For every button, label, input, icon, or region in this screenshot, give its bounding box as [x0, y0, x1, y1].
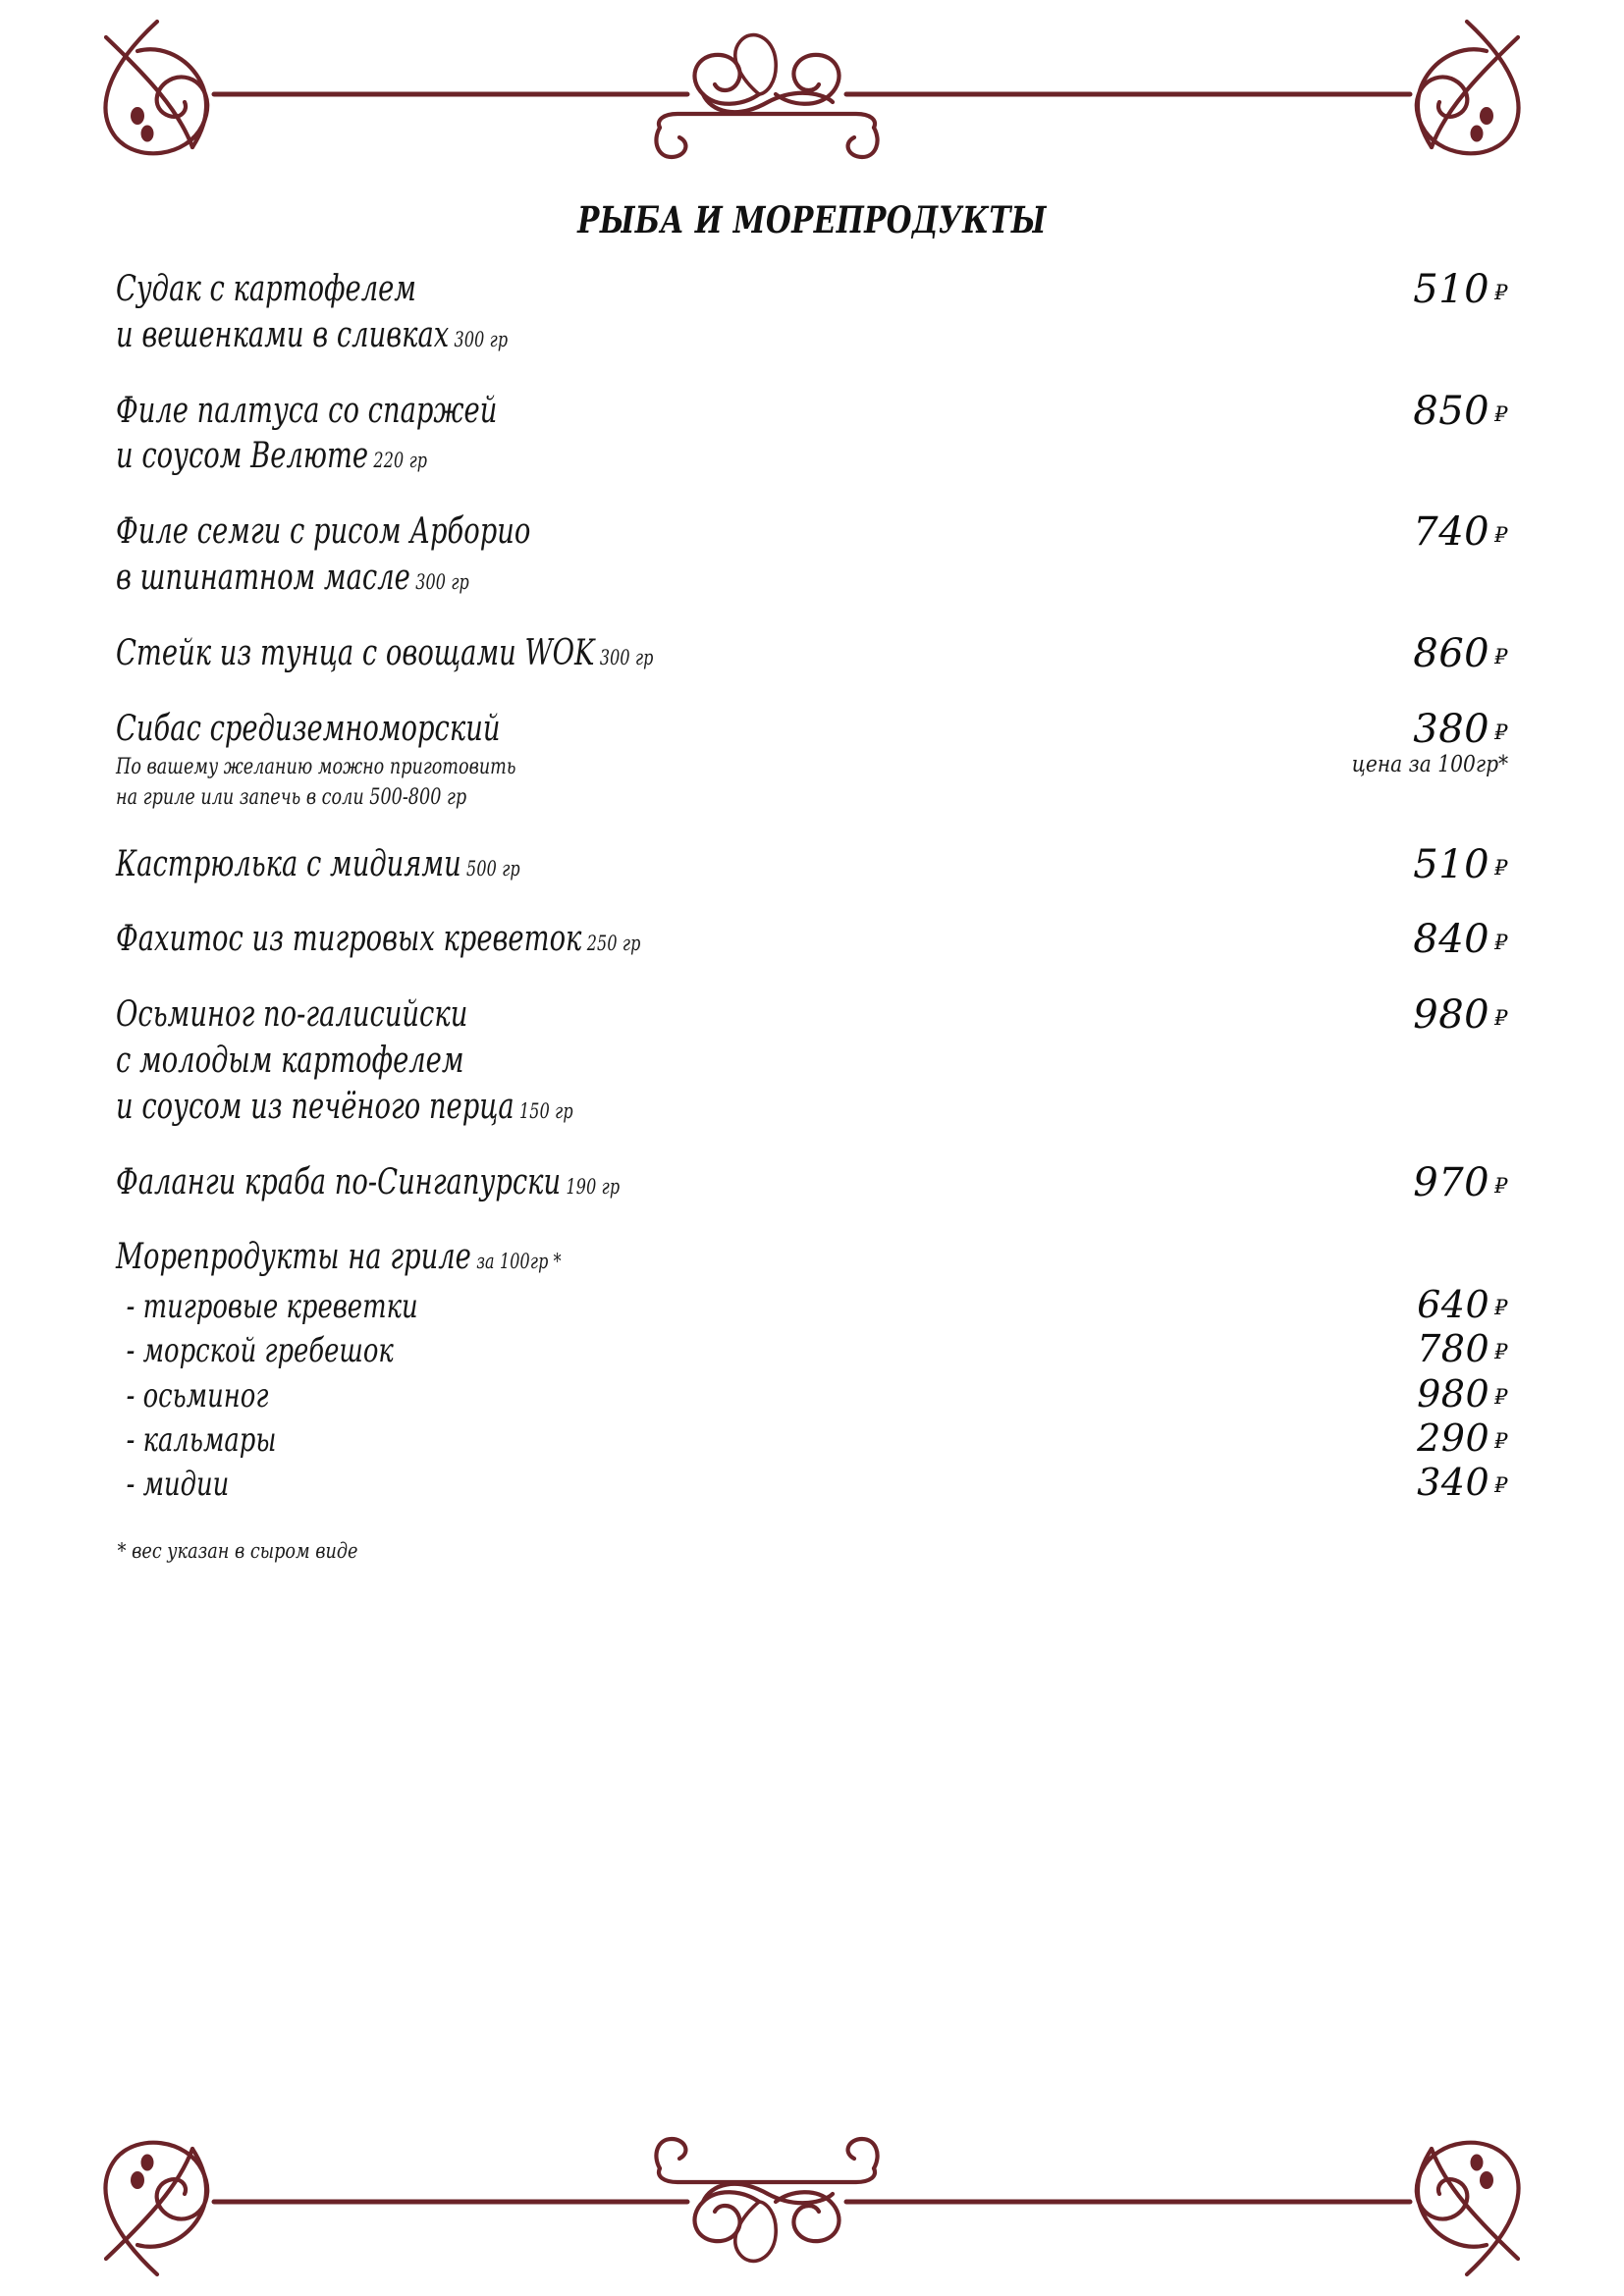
currency-symbol: ₽	[1494, 644, 1508, 668]
menu-item	[116, 509, 1508, 602]
menu-item-price-block	[1413, 389, 1508, 432]
price-note: цена за 100гр*	[1351, 751, 1508, 777]
bottom-ornament-graphic	[0, 2109, 1624, 2296]
dish-line	[116, 1085, 1084, 1131]
dish-price	[1413, 917, 1508, 963]
currency-symbol: ₽	[1494, 720, 1508, 744]
menu-item-description	[116, 509, 1413, 602]
dish-line-text: и соусом Велюте	[116, 436, 369, 477]
dish-price	[1413, 509, 1508, 556]
dish-price	[1413, 1159, 1508, 1205]
dish-weight: 250 гр	[586, 932, 641, 956]
menu-item-price-block	[1413, 992, 1508, 1039]
menu-item-description	[116, 267, 1413, 359]
price-value: 850	[1413, 388, 1490, 434]
dish-description-line: По вашему желанию можно приготовить	[116, 755, 516, 780]
dish-weight: 300 гр	[599, 645, 654, 669]
menu-item-price-block	[1413, 917, 1508, 963]
currency-symbol: ₽	[1494, 281, 1508, 304]
price-value: 510	[1413, 267, 1490, 312]
menu-item-description	[116, 842, 1413, 888]
dish-price	[1413, 388, 1508, 434]
price-value: 290	[1417, 1415, 1490, 1460]
footnote: * вес указан в сыром виде	[117, 1539, 358, 1564]
menu-item-description	[116, 707, 1330, 813]
currency-symbol: ₽	[1494, 1384, 1508, 1409]
menu-item	[116, 707, 1508, 813]
dish-weight: 150 гр	[518, 1098, 573, 1123]
menu-items-list	[0, 241, 1624, 2109]
menu-item-description	[116, 1160, 1413, 1206]
dish-line-text: Кастрюлька с мидиями	[116, 843, 461, 884]
dish-price	[1413, 269, 1508, 310]
currency-symbol: ₽	[1494, 523, 1508, 548]
menu-item-price-block	[1413, 267, 1508, 310]
currency-symbol: ₽	[1494, 1173, 1508, 1198]
dish-line	[116, 842, 1084, 888]
price-value: 970	[1413, 1159, 1490, 1205]
dish-description-line: на гриле или запечь в соли 500-800 гр	[116, 784, 467, 810]
dish-price	[1413, 841, 1508, 887]
section-title: РЫБА И МОРЕПРОДУКТЫ	[577, 198, 1047, 241]
menu-item-price-block	[1413, 1160, 1508, 1203]
grill-group-heading-text: Морепродукты на гриле	[116, 1237, 471, 1278]
price-value: 860	[1413, 630, 1490, 676]
menu-item-price-block	[1413, 509, 1508, 556]
dish-line: Сибас средиземноморский	[116, 708, 501, 749]
price-value: 510	[1413, 841, 1490, 887]
price-value: 780	[1417, 1327, 1490, 1371]
dish-line	[116, 631, 1084, 677]
menu-item-description	[116, 917, 1413, 963]
top-ornament	[0, 0, 1624, 187]
grill-row-price	[1417, 1283, 1508, 1327]
menu-item-price-block	[1413, 842, 1508, 885]
grill-group	[116, 1235, 1508, 1506]
price-value: 740	[1413, 509, 1490, 556]
dish-line-text: Стейк из тунца с овощами WOK	[116, 632, 595, 673]
price-value: 340	[1417, 1460, 1490, 1504]
dish-line	[116, 434, 1084, 480]
currency-symbol: ₽	[1494, 1296, 1508, 1320]
grill-row-price	[1417, 1327, 1508, 1371]
currency-symbol: ₽	[1494, 401, 1508, 426]
currency-symbol: ₽	[1494, 1428, 1508, 1453]
menu-item-description	[116, 992, 1413, 1130]
top-ornament-graphic	[0, 0, 1624, 187]
grill-row-label: - тигровые креветки	[126, 1287, 418, 1327]
menu-item	[116, 1160, 1508, 1206]
dish-line: Филе палтуса со спаржей	[116, 390, 498, 431]
grill-row-label: - кальмары	[126, 1419, 277, 1460]
grill-row-label: - морской гребешок	[126, 1331, 394, 1371]
dish-line	[116, 917, 1084, 963]
dish-line	[116, 1160, 1084, 1206]
grill-row-price	[1417, 1371, 1508, 1415]
menu-item-description	[116, 631, 1413, 677]
dish-line-text: Фахитос из тигровых креветок	[116, 919, 582, 960]
menu-item	[116, 842, 1508, 888]
menu-item	[116, 631, 1508, 677]
dish-weight: 500 гр	[466, 856, 520, 881]
dish-line-text: Фаланги краба по-Сингапурски	[116, 1161, 562, 1202]
grill-row	[116, 1415, 1508, 1462]
dish-weight: 300 гр	[454, 327, 509, 351]
currency-symbol: ₽	[1494, 931, 1508, 955]
price-value: 640	[1417, 1283, 1490, 1327]
currency-symbol: ₽	[1494, 1472, 1508, 1497]
currency-symbol: ₽	[1494, 855, 1508, 880]
dish-line-text: и вешенками в сливках	[116, 314, 450, 355]
grill-row-label: - осьминог	[126, 1375, 269, 1415]
bottom-ornament	[0, 2109, 1624, 2296]
dish-price	[1330, 706, 1508, 752]
dish-line	[116, 556, 1084, 602]
price-value: 980	[1413, 992, 1490, 1039]
dish-line: Судак с картофелем	[116, 269, 417, 309]
currency-symbol: ₽	[1494, 1340, 1508, 1364]
dish-line	[116, 313, 1084, 359]
dish-line-text: в шпинатном масле	[116, 557, 410, 598]
dish-price	[1413, 630, 1508, 676]
grill-row-label: - мидии	[126, 1464, 230, 1504]
dish-line-text: и соусом из печёного перца	[116, 1086, 514, 1127]
grill-row	[116, 1371, 1508, 1417]
menu-item	[116, 917, 1508, 963]
grill-row	[116, 1285, 1508, 1328]
dish-weight: 190 гр	[566, 1174, 621, 1199]
dish-line: Осьминог по-галисийски	[116, 994, 468, 1036]
menu-item-description	[116, 389, 1413, 481]
price-value: 980	[1417, 1371, 1490, 1415]
menu-item-price-block	[1413, 631, 1508, 674]
grill-group-weight: за 100гр *	[476, 1250, 562, 1274]
dish-weight: 300 гр	[415, 569, 469, 594]
price-value: 380	[1413, 706, 1490, 752]
menu-item-price-block	[1330, 707, 1508, 777]
dish-line: с молодым картофелем	[116, 1040, 464, 1081]
price-value: 840	[1413, 917, 1490, 963]
dish-price	[1413, 992, 1508, 1039]
menu-item	[116, 267, 1508, 359]
dish-weight: 220 гр	[373, 449, 428, 473]
menu-item	[116, 389, 1508, 481]
grill-row-price	[1417, 1415, 1508, 1460]
grill-row	[116, 1460, 1508, 1506]
dish-line: Филе семги с рисом Арборио	[116, 511, 531, 553]
grill-row	[116, 1329, 1508, 1372]
grill-row-price	[1417, 1460, 1508, 1504]
menu-item	[116, 992, 1508, 1130]
grill-group-heading	[116, 1235, 1174, 1281]
currency-symbol: ₽	[1494, 1006, 1508, 1031]
